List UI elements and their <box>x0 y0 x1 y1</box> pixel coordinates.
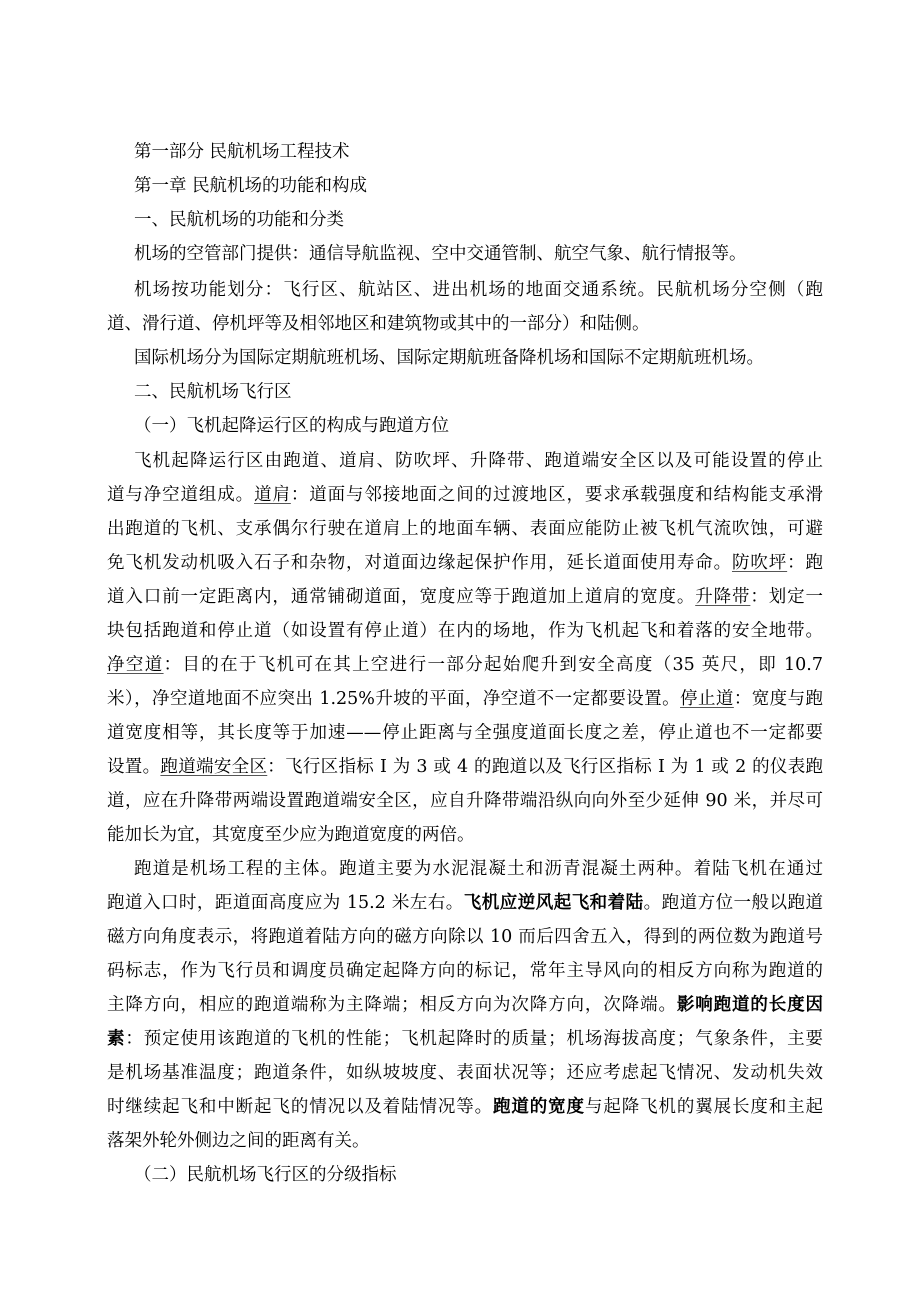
paragraph-line: 净空道：目的在于飞机可在其上空进行一部分起始爬升到安全高度（35 英尺，即 10.7 <box>107 655 824 675</box>
paragraph-line: 道与净空道组成。道肩：道面与邻接地面之间的过渡地区，要求承载强度和结构能支承滑 <box>107 485 824 505</box>
paragraph-line: 国际机场分为国际定期航班机场、国际定期航班备降机场和国际不定期航班机场。 <box>134 348 764 368</box>
emphasis-text: 影响跑道的长度因 <box>676 995 823 1015</box>
paragraph-line: 道，应在升降带两端设置跑道端安全区，应自升降带端沿纵向向外至少延伸 90 米，并尽可 <box>107 791 823 811</box>
term-tingzhidao: 停止道 <box>680 689 734 709</box>
paragraph-line: 道宽度相等，其长度等于加速——停止距离与全强度道面长度之差，停止道也不一定都要 <box>107 723 823 743</box>
term-shengjiangdai: 升降带 <box>695 587 751 607</box>
paragraph-line: 时继续起飞和中断起飞的情况以及着陆情况等。跑道的宽度与起降飞机的翼展长度和主起 <box>107 1097 824 1117</box>
paragraph-line: 免飞机发动机吸入石子和杂物，对道面边缘起保护作用，延长道面使用寿命。防吹坪：跑 <box>107 553 824 573</box>
paragraph-line: 飞机起降运行区由跑道、道肩、防吹坪、升降带、跑道端安全区以及可能设置的停止 <box>134 451 823 471</box>
paragraph-line: 出跑道的飞机、支承偶尔行驶在道肩上的地面车辆、表面应能防止被飞机气流吹蚀，可避 <box>107 519 823 539</box>
section-heading: 二、民航机场飞行区 <box>134 382 292 402</box>
subsection-heading: （二）民航机场飞行区的分级指标 <box>134 1165 397 1185</box>
paragraph-line: 跑道是机场工程的主体。跑道主要为水泥混凝土和沥青混凝土两种。着陆飞机在通过 <box>134 859 823 879</box>
paragraph-line: 能加长为宜，其宽度至少应为跑道宽度的两倍。 <box>107 825 475 845</box>
paragraph-line: 道、滑行道、停机坪等及相邻地区和建筑物或其中的一部分）和陆侧。 <box>107 314 650 334</box>
paragraph-line: 块包括跑道和停止道（如设置有停止道）在内的场地，作为飞机起飞和着落的安全地带。 <box>107 621 823 641</box>
paragraph-line: 素：预定使用该跑道的飞机的性能；飞机起降时的质量；机场海拔高度；气象条件，主要 <box>107 1029 824 1049</box>
term-daojian: 道肩 <box>254 485 291 505</box>
paragraph-line: 设置。跑道端安全区：飞行区指标 I 为 3 或 4 的跑道以及飞行区指标 I 为 1 或 2 的仪表跑 <box>107 757 824 777</box>
paragraph-line: 落架外轮外侧边之间的距离有关。 <box>107 1131 370 1151</box>
term-fangchuiping: 防吹坪 <box>731 553 788 573</box>
paragraph-line: 机场的空管部门提供：通信导航监视、空中交通管制、航空气象、航行情报等。 <box>134 244 747 264</box>
term-paodaoduan-anquanqu: 跑道端安全区 <box>160 757 268 777</box>
chapter-title: 第一章 民航机场的功能和构成 <box>134 176 368 196</box>
emphasis-text: 跑道的宽度 <box>493 1097 585 1117</box>
paragraph-line: 码标志，作为飞行员和调度员确定起降方向的标记，常年主导风向的相反方向称为跑道的 <box>107 961 823 981</box>
part-title: 第一部分 民航机场工程技术 <box>134 142 350 162</box>
paragraph-line: 机场按功能划分：飞行区、航站区、进出机场的地面交通系统。民航机场分空侧（跑 <box>134 280 823 300</box>
paragraph-line: 磁方向角度表示，将跑道着陆方向的磁方向除以 10 而后四舍五入，得到的两位数为跑道号 <box>107 927 823 947</box>
term-jingkongdao: 净空道 <box>107 655 164 675</box>
paragraph-line: 道入口前一定距离内，通常铺砌道面，宽度应等于跑道加上道肩的宽度。升降带：划定一 <box>107 587 824 607</box>
section-heading: 一、民航机场的功能和分类 <box>134 210 344 230</box>
paragraph-line: 是机场基准温度；跑道条件，如纵坡坡度、表面状况等；还应考虑起飞情况、发动机失效 <box>107 1063 823 1083</box>
paragraph-line: 主降方向，相应的跑道端称为主降端；相反方向为次降方向，次降端。影响跑道的长度因 <box>107 995 823 1015</box>
paragraph-line: 米），净空道地面不应突出 1.25%升坡的平面，净空道不一定都要设置。停止道：宽度与跑 <box>107 689 824 709</box>
paragraph-line: 跑道入口时，距道面高度应为 15.2 米左右。飞机应逆风起飞和着陆。跑道方位一般以跑道 <box>107 893 823 913</box>
emphasis-text: 素 <box>107 1029 126 1049</box>
emphasis-text: 飞机应逆风起飞和着陆 <box>463 893 644 913</box>
subsection-heading: （一）飞机起降运行区的构成与跑道方位 <box>134 416 449 436</box>
